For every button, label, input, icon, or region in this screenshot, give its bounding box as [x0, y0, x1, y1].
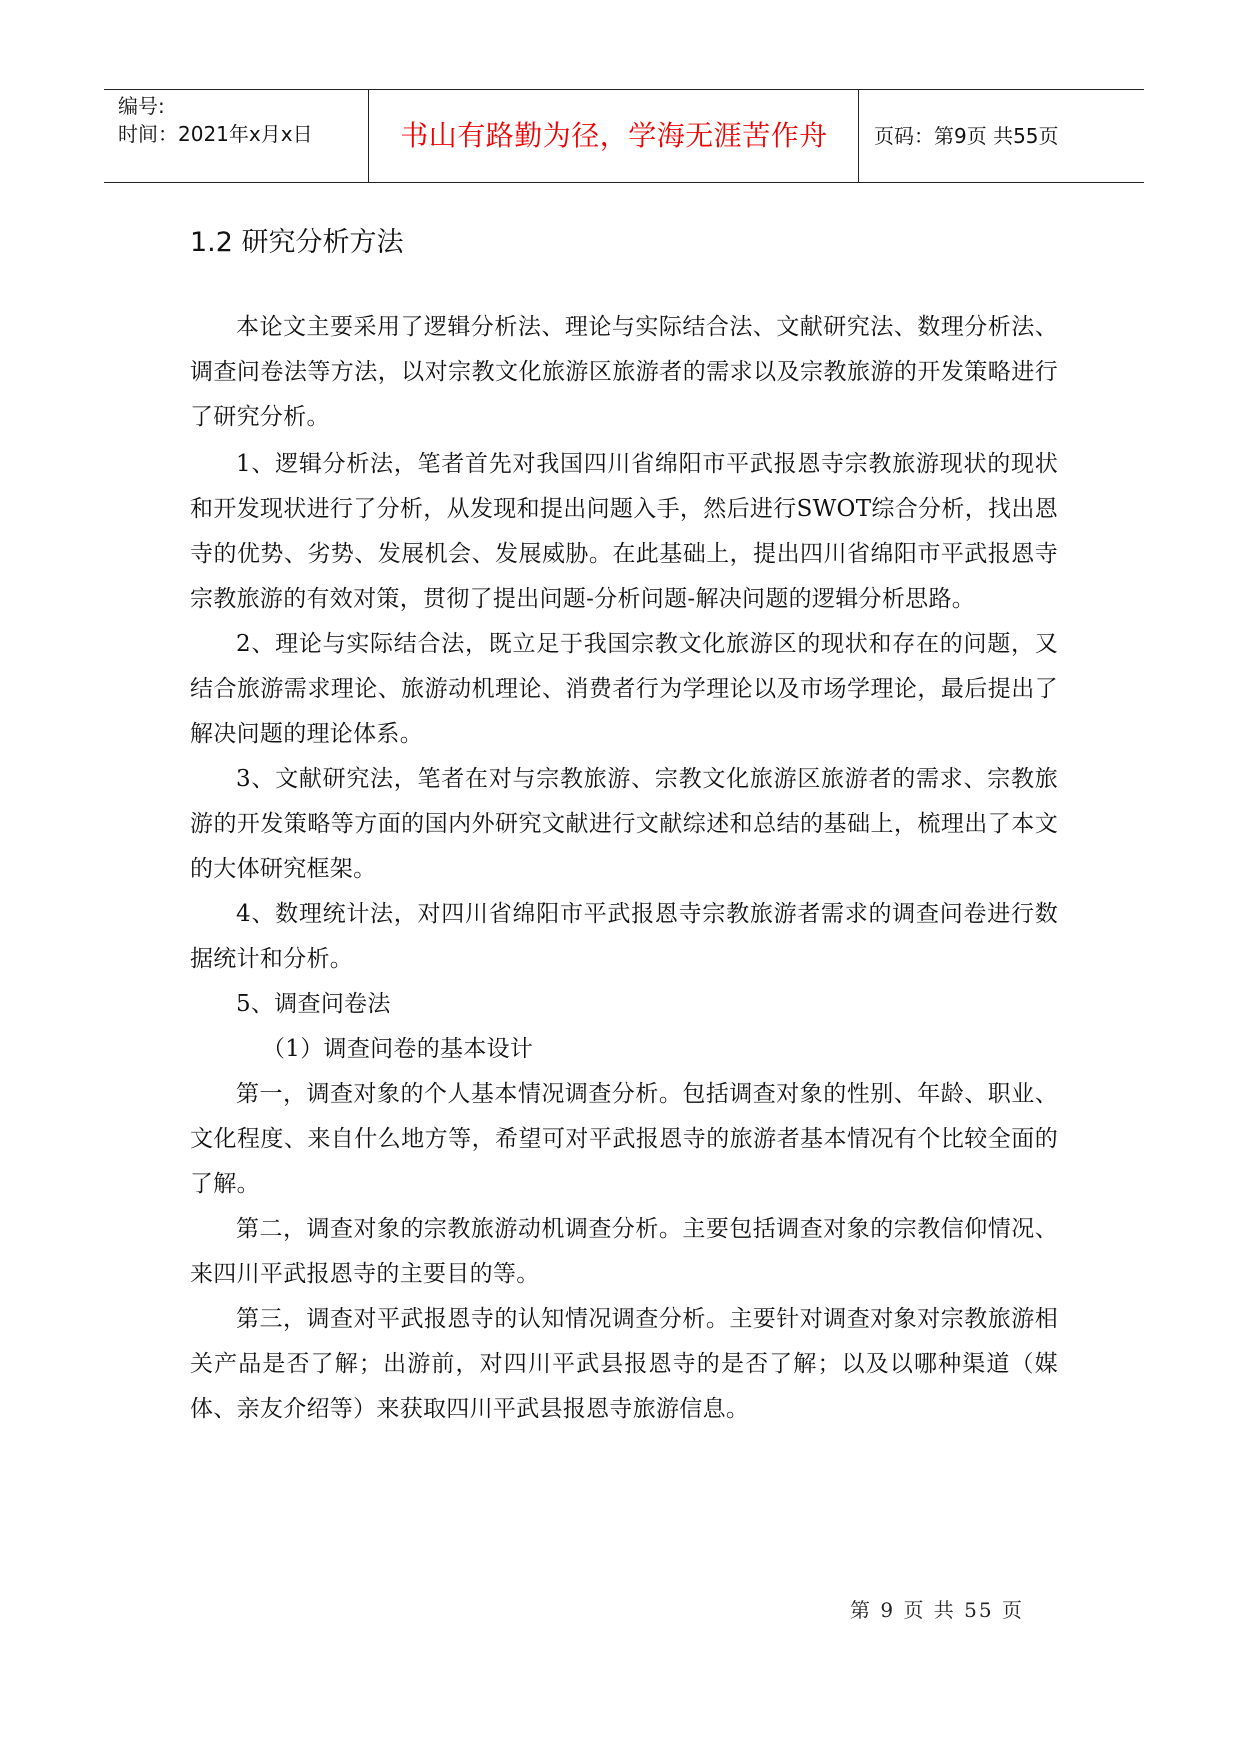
paragraph-statistics: 4、数理统计法，对四川省绵阳市平武报恩寺宗教旅游者需求的调查问卷进行数据统计和分析。: [190, 901, 1058, 972]
paragraph-intro: 本论文主要采用了逻辑分析法、理论与实际结合法、文献研究法、数理分析法、调查问卷法等方法，以对宗教文化旅游区旅游者的需求以及宗教旅游的开发策略进行了研究分析。: [190, 314, 1058, 430]
paragraph-second: 第二，调查对象的宗教旅游动机调查分析。主要包括调查对象的宗教信仰情况、来四川平武报恩寺的主要目的等。: [190, 1216, 1058, 1287]
paragraph-theory-practice: 2、理论与实际结合法，既立足于我国宗教文化旅游区的现状和存在的问题，又结合旅游需求理论、旅游动机理论、消费者行为学理论以及市场学理论，最后提出了解决问题的理论体系。: [190, 631, 1058, 747]
paragraph-logic-analysis: 1、逻辑分析法，笔者首先对我国四川省绵阳市平武报恩寺宗教旅游现状的现状和开发现状进行了分析，从发现和提出问题入手，然后进行SWOT综合分析，找出恩寺的优势、劣势、发展机会、发展威胁。在此基础上，提出四川省绵阳市平武报恩寺宗教旅游的有效对策，贯彻了提出问题-分析问题-解决问题的逻辑分析思路。: [190, 451, 1058, 612]
paragraph-questionnaire: 5、调查问卷法: [236, 991, 391, 1017]
document-body: [190, 305, 1058, 1432]
section-title: 1.2 研究分析方法: [190, 227, 404, 258]
document-time-label: 时间：2021年x月x日: [118, 122, 313, 146]
header-divider: [858, 90, 859, 182]
header-page-number: 页码：第9页 共55页: [874, 124, 1059, 148]
header-divider: [368, 90, 369, 182]
header-meta: [118, 92, 368, 148]
page-footer: 第 9 页 共 55 页: [850, 1598, 1024, 1622]
paragraph-third: 第三，调查对平武报恩寺的认知情况调查分析。主要针对调查对象对宗教旅游相关产品是否了解；出游前，对四川平武县报恩寺的是否了解；以及以哪种渠道（媒体、亲友介绍等）来获取四川平武县报恩寺旅游信息。: [190, 1306, 1058, 1422]
document-number-label: 编号:: [118, 94, 165, 118]
paragraph-first: 第一，调查对象的个人基本情况调查分析。包括调查对象的性别、年龄、职业、文化程度、来自什么地方等，希望可对平武报恩寺的旅游者基本情况有个比较全面的了解。: [190, 1081, 1058, 1197]
page-header: [104, 89, 1144, 183]
header-motto: 书山有路勤为径，学海无涯苦作舟: [400, 119, 828, 152]
paragraph-literature-research: 3、文献研究法，笔者在对与宗教旅游、宗教文化旅游区旅游者的需求、宗教旅游的开发策略等方面的国内外研究文献进行文献综述和总结的基础上，梳理出了本文的大体研究框架。: [190, 766, 1058, 882]
paragraph-questionnaire-design: （1）调查问卷的基本设计: [262, 1036, 534, 1062]
